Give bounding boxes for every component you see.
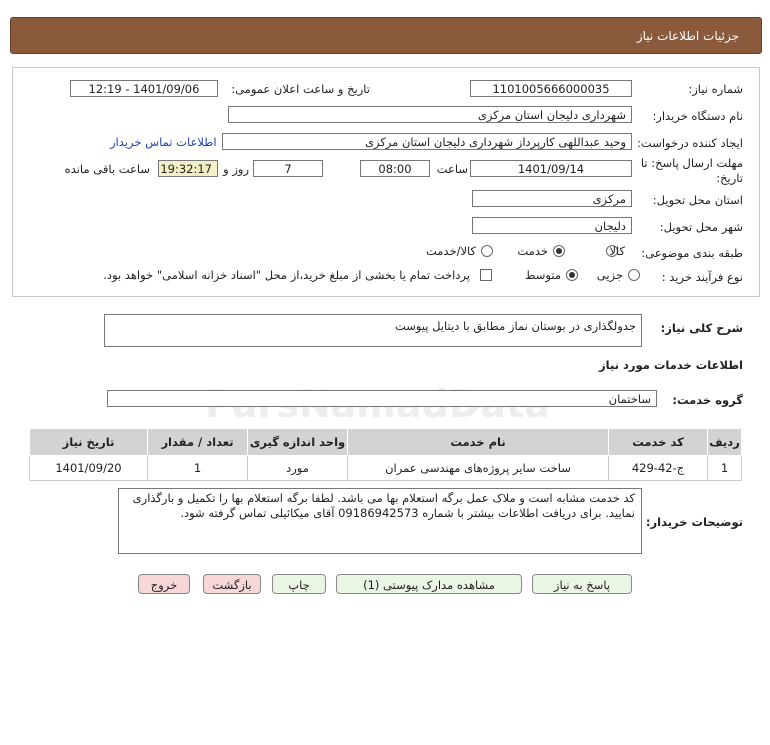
summary-field: جدولگذاری در بوستان نماز مطابق با دیتایل پیوست — [104, 314, 642, 347]
table-header-row — [30, 429, 742, 456]
back-button[interactable]: بازگشت — [203, 574, 261, 594]
buyer-notes-label: توضیحات خریدار: — [645, 515, 743, 529]
deadline-time-label: ساعت — [436, 162, 468, 176]
col-unit: واحد اندازه گیری — [248, 429, 348, 456]
need-details-panel — [12, 67, 760, 297]
need-number-field: 1101005666000035 — [470, 80, 632, 97]
process-radio-medium[interactable] — [566, 269, 578, 281]
cell-unit: مورد — [248, 456, 348, 481]
service-group-label: گروه خدمت: — [672, 393, 743, 407]
remaining-time-field: 19:32:17 — [158, 160, 218, 177]
process-radio-minor[interactable] — [628, 269, 640, 281]
buyer-contact-link[interactable]: اطلاعات تماس خریدار — [110, 135, 217, 149]
cell-service-name: ساخت سایر پروژه‌های مهندسی عمران — [348, 456, 609, 481]
page-title: جزئیات اطلاعات نیاز — [636, 29, 739, 43]
city-field: دلیجان — [472, 217, 632, 234]
table-row[interactable] — [30, 456, 742, 481]
services-table — [29, 428, 742, 481]
reply-button[interactable]: پاسخ به نیاز — [532, 574, 632, 594]
province-label: استان محل تحویل: — [652, 193, 743, 207]
print-button[interactable]: چاپ — [272, 574, 326, 594]
col-row-number: ردیف — [708, 429, 742, 456]
cell-need-date: 1401/09/20 — [30, 456, 148, 481]
category-option-goods-service: کالا/خدمت — [425, 244, 476, 258]
treasury-payment-note: پرداخت تمام یا بخشی از مبلغ خرید،از محل "اسناد خزانه اسلامی" خواهد بود. — [103, 268, 470, 282]
announce-label: تاریخ و ساعت اعلان عمومی: — [231, 82, 370, 96]
process-label: نوع فرآیند خرید : — [661, 270, 743, 284]
exit-button[interactable]: خروج — [138, 574, 190, 594]
need-number-label: شماره نیاز: — [688, 82, 743, 96]
remaining-time-label: ساعت باقی مانده — [64, 162, 150, 176]
cell-service-code: ج-42-429 — [609, 456, 708, 481]
process-option-medium: متوسط — [524, 268, 561, 282]
category-radio-service[interactable] — [553, 245, 565, 257]
days-label: روز و — [223, 162, 249, 176]
deadline-date-field: 1401/09/14 — [470, 160, 632, 177]
service-group-field: ساختمان — [107, 390, 657, 407]
category-option-goods: کالا — [609, 244, 625, 258]
city-label: شهر محل تحویل: — [659, 220, 743, 234]
category-radio-goods-service[interactable] — [481, 245, 493, 257]
category-option-service: خدمت — [517, 244, 548, 258]
col-need-date: تاریخ نیاز — [30, 429, 148, 456]
buyer-org-label: نام دستگاه خریدار: — [652, 109, 743, 123]
deadline-label: مهلت ارسال پاسخ: تا — [640, 156, 743, 170]
creator-field: وحید عبداللهی کارپرداز شهرداری دلیجان استان مرکزی — [222, 133, 632, 150]
summary-label: شرح کلی نیاز: — [660, 321, 743, 335]
col-quantity: تعداد / مقدار — [148, 429, 248, 456]
category-label: طبقه بندی موضوعی: — [641, 246, 743, 260]
process-option-minor: جزیی — [596, 268, 623, 282]
buyer-org-field: شهرداری دلیجان استان مرکزی — [228, 106, 632, 123]
services-section-title: اطلاعات خدمات مورد نیاز — [599, 358, 743, 372]
treasury-payment-checkbox[interactable] — [480, 269, 492, 281]
deadline-date-label: تاریخ: — [716, 171, 743, 185]
page-header — [10, 17, 762, 54]
province-field: مرکزی — [472, 190, 632, 207]
days-remaining-field: 7 — [253, 160, 323, 177]
col-service-code: کد خدمت — [609, 429, 708, 456]
cell-quantity: 1 — [148, 456, 248, 481]
cell-row-number: 1 — [708, 456, 742, 481]
creator-label: ایجاد کننده درخواست: — [637, 136, 743, 150]
announce-field: 1401/09/06 - 12:19 — [70, 80, 218, 97]
view-attachments-button[interactable]: مشاهده مدارک پیوستی (1) — [336, 574, 522, 594]
deadline-time-field: 08:00 — [360, 160, 430, 177]
buyer-notes-field: کد خدمت مشابه است و ملاک عمل برگه استعلام بها می باشد. لطفا برگه استعلام بها را تکمیل و بارگذاری نمایید. برای دریافت اطلاعات بیشتر با شماره 09186942573 آقای میکائیلی تماس گرفته شود. — [118, 488, 642, 554]
col-service-name: نام خدمت — [348, 429, 609, 456]
